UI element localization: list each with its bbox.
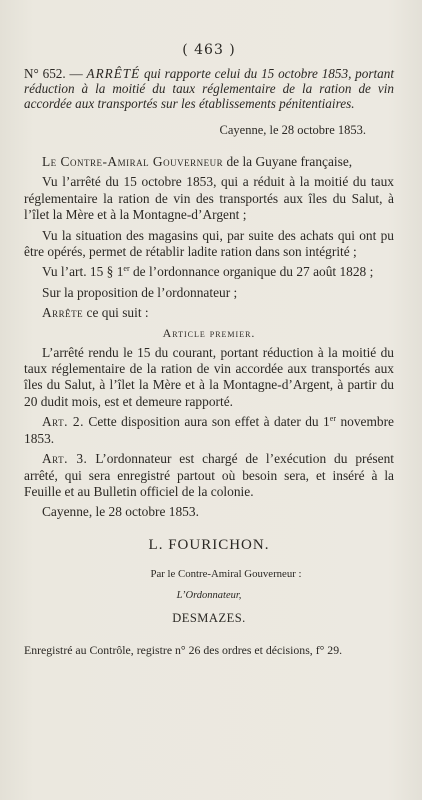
registration-note: Enregistré au Contrôle, registre n° 26 des ordres et décisions, f° 29.	[24, 642, 343, 657]
arrete-line	[24, 305, 394, 321]
issuer-title: Le Contre-Amiral Gouverneur	[42, 154, 224, 169]
arrete-rest: ce qui suit :	[86, 305, 149, 321]
article-3-label: Art. 3.	[42, 451, 88, 467]
par-le-line: Par le Contre-Amiral Gouverneur :	[150, 567, 302, 580]
article-1: L’arrêté rendu le 15 du courant, portant réduction à la moitié du taux réglementaire de la ration de vin accordée aux transportés aux îles du Salut, à l’îlet la Mère et à la Montagne-d’Argent, à partir du 20 dudit mois, est et demeure rapporté.	[24, 344, 394, 409]
article-3: Art. 3. L’ordonnateur est chargé de l’exécution du présent arrêté, qui sera enregistré partout où besoin sera, et inséré à la Feuille et au Bulletin officiel de la colonie.	[24, 451, 394, 499]
page-number: ( 463 )	[182, 42, 236, 58]
decree-heading	[24, 66, 394, 111]
dateline: Cayenne, le 28 octobre 1853.	[219, 123, 366, 137]
consideration-2: Vu la situation des magasins qui, par suite des achats qui ont pu être opérés, permet de rétablir ladite ration dans son intégrité ;	[24, 227, 394, 260]
proposition-line: Sur la proposition de l’ordonnateur ;	[42, 284, 238, 300]
consideration-3: Vu l’art. 15 § 1er de l’ordonnance organique du 27 août 1828 ;	[42, 264, 374, 280]
decree-type: ARRÊTÉ	[86, 66, 141, 81]
ordonnateur-label: L’Ordonnateur,	[176, 589, 242, 601]
issuer-rest: de la Guyane française,	[226, 154, 353, 169]
article-2-label: Art. 2.	[42, 414, 84, 430]
article-title: Article premier.	[162, 325, 256, 340]
closing-date: Cayenne, le 28 octobre 1853.	[42, 504, 199, 520]
decree-number: N° 652. —	[24, 66, 83, 81]
intro-line	[24, 154, 394, 170]
signatory: L. FOURICHON.	[148, 536, 270, 553]
decree-summary: qui rapporte celui du 15 octobre 1853, portant réduction à la moitié du taux réglementaire de la ration de vin accordée aux transportés sur les établissements pénitentiaires.	[24, 66, 395, 111]
article-2: Art. 2. Cette disposition aura son effet à dater du 1er novembre 1853.	[24, 414, 394, 446]
consideration-1: Vu l’arrêté du 15 octobre 1853, qui a réduit à la moitié du taux réglementaire la ration de vin des transportés aux îles du Salut, à l’îlet la Mère et à la Montagne-d’Argent ;	[24, 174, 394, 223]
arrete-word: Arrête	[42, 305, 84, 321]
ordonnateur-name: DESMAZES.	[172, 610, 246, 625]
